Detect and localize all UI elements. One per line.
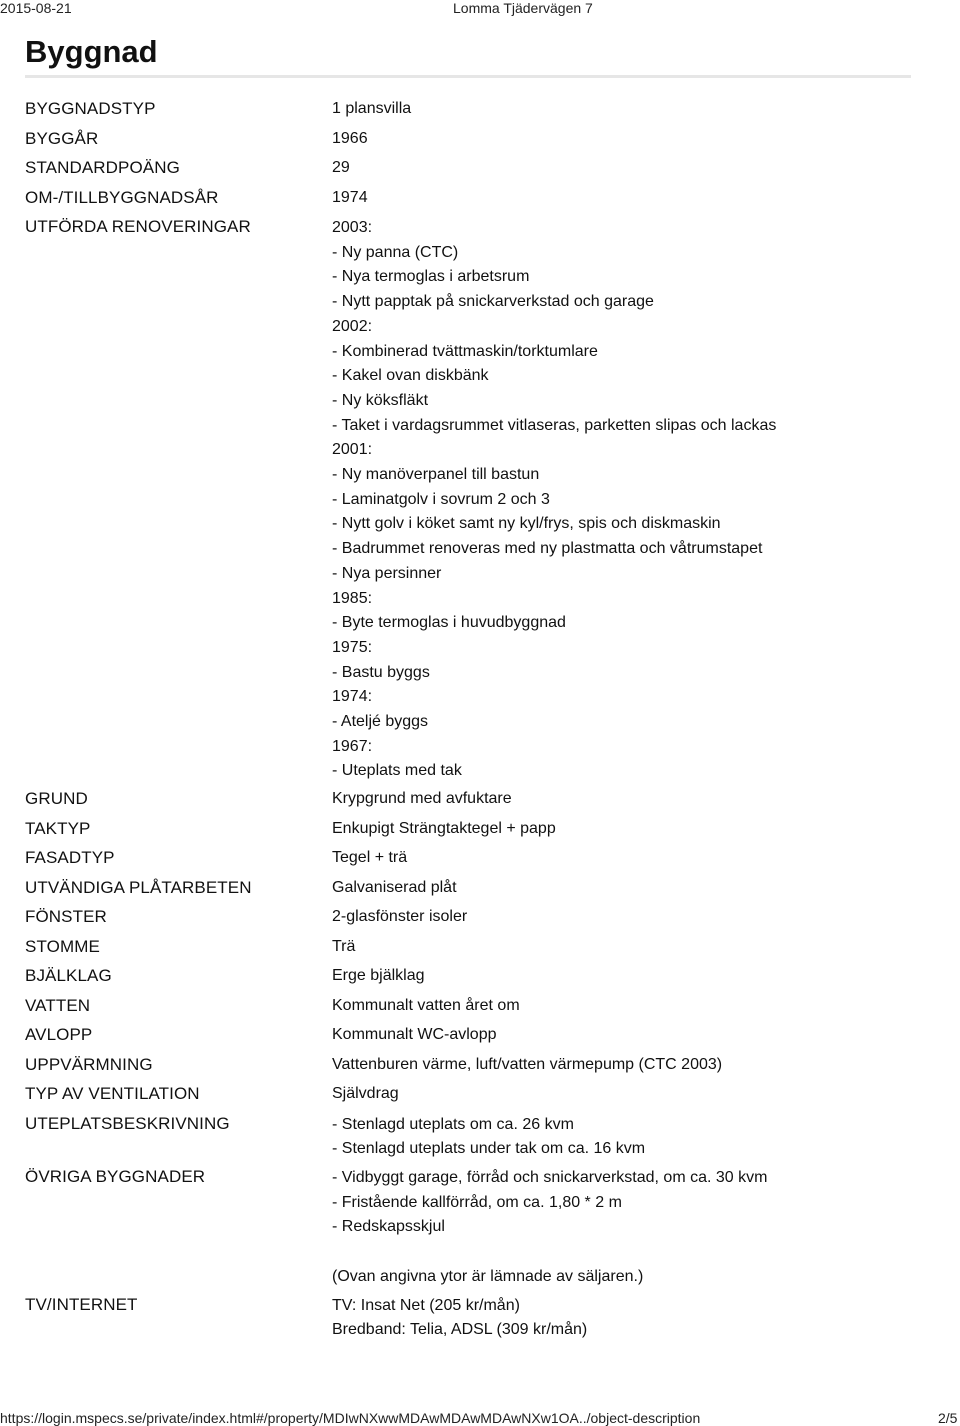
list-line: - Uteplats med tak xyxy=(332,762,462,780)
building-details xyxy=(0,94,960,1343)
row-byggnadstyp xyxy=(0,94,960,124)
field-label: GRUND xyxy=(25,789,88,809)
row-uteplats xyxy=(0,1109,960,1162)
field-label: STOMME xyxy=(25,936,100,956)
row-standardpoang xyxy=(0,153,960,183)
list-line: 1975: xyxy=(332,638,373,656)
field-label: BYGGNADSTYP xyxy=(25,99,156,118)
field-label: FASADTYP xyxy=(25,848,115,868)
renovations-list xyxy=(332,212,952,784)
list-line: 2001: xyxy=(332,441,373,459)
row-taktyp xyxy=(0,814,960,844)
field-value: Krypgrund med avfuktare xyxy=(332,790,512,808)
field-label: STANDARDPOÄNG xyxy=(25,158,180,177)
row-fasadtyp xyxy=(0,843,960,873)
list-line: - Byte termoglas i huvudbyggnad xyxy=(332,614,566,632)
field-value: Kommunalt WC-avlopp xyxy=(332,1026,497,1044)
row-renovations xyxy=(0,212,960,784)
row-stomme xyxy=(0,932,960,962)
list-line: - Ateljé byggs xyxy=(332,713,429,731)
print-header-date: 2015-08-21 xyxy=(0,0,72,16)
tv-list xyxy=(332,1290,952,1343)
title-divider xyxy=(25,75,911,78)
list-line: - Kombinerad tvättmaskin/torktumlare xyxy=(332,342,598,360)
list-line: - Stenlagd uteplats under tak om ca. 16 kvm xyxy=(332,1140,646,1158)
field-label: TAKTYP xyxy=(25,818,91,838)
row-byggar xyxy=(0,124,960,154)
field-value: 1966 xyxy=(332,129,368,147)
field-label: BJÄLKLAG xyxy=(25,966,112,986)
field-label: ÖVRIGA BYGGNADER xyxy=(25,1167,206,1187)
field-label: AVLOPP xyxy=(25,1025,93,1045)
list-line: TV: Insat Net (205 kr/mån) xyxy=(332,1296,520,1314)
row-uppvarmning xyxy=(0,1050,960,1080)
row-fonster xyxy=(0,902,960,932)
row-vatten xyxy=(0,991,960,1021)
row-ovriga-byggnader xyxy=(0,1162,960,1290)
list-line: - Nytt papptak på snickarverkstad och garage xyxy=(332,293,654,311)
list-line: - Redskapsskjul xyxy=(332,1218,445,1236)
row-bjalklag xyxy=(0,961,960,991)
list-line: - Laminatgolv i sovrum 2 och 3 xyxy=(332,490,550,508)
row-ventilation xyxy=(0,1079,960,1109)
list-line: 2002: xyxy=(332,317,373,335)
ovriga-list xyxy=(332,1162,952,1290)
list-line: - Fristående kallförråd, om ca. 1,80 * 2 m xyxy=(332,1193,622,1211)
list-line: - Kakel ovan diskbänk xyxy=(332,367,489,385)
field-label: BYGGÅR xyxy=(25,128,99,148)
list-line: - Ny köksfläkt xyxy=(332,391,429,409)
field-value: Vattenburen värme, luft/vatten värmepump (CTC 2003) xyxy=(332,1055,723,1073)
print-footer-page-number: 2/5 xyxy=(938,1410,958,1426)
field-value: 2-glasfönster isoler xyxy=(332,908,468,926)
list-line: - Nytt golv i köket samt ny kyl/frys, spis och diskmaskin xyxy=(332,515,721,533)
field-value: Trä xyxy=(332,937,356,955)
page-title: Byggnad xyxy=(25,34,158,69)
row-tillbyggnadsar xyxy=(0,183,960,213)
field-value: 29 xyxy=(332,159,350,176)
list-line: - Badrummet renoveras med ny plastmatta och våtrumstapet xyxy=(332,540,763,558)
print-header-title: Lomma Tjädervägen 7 xyxy=(453,0,593,16)
field-value: Tegel + trä xyxy=(332,849,408,867)
list-line: - Vidbyggt garage, förråd och snickarverkstad, om ca. 30 kvm xyxy=(332,1169,768,1187)
row-platarbeten xyxy=(0,873,960,903)
field-label: OM-/TILLBYGGNADSÅR xyxy=(25,187,219,207)
field-label: UTVÄNDIGA PLÅTARBETEN xyxy=(25,877,252,897)
print-footer-url: https://login.mspecs.se/private/index.html#/property/MDIwNXwwMDAwMDAwMDAwNXw1OA../object-description xyxy=(0,1410,701,1426)
row-grund xyxy=(0,784,960,814)
list-line: - Nya persinner xyxy=(332,564,442,582)
list-line: - Ny panna (CTC) xyxy=(332,243,459,261)
field-value: Självdrag xyxy=(332,1085,399,1103)
field-label: TYP AV VENTILATION xyxy=(25,1084,200,1104)
seller-note: (Ovan angivna ytor är lämnade av säljaren.) xyxy=(332,1267,644,1285)
field-value: 1974 xyxy=(332,188,368,206)
list-line: 1974: xyxy=(332,688,373,706)
uteplats-list xyxy=(332,1109,952,1162)
list-line: - Stenlagd uteplats om ca. 26 kvm xyxy=(332,1115,574,1133)
list-line: - Nya termoglas i arbetsrum xyxy=(332,268,530,286)
list-line: - Taket i vardagsrummet vitlaseras, parketten slipas och lackas xyxy=(332,416,777,434)
field-label: VATTEN xyxy=(25,995,91,1015)
row-tv-internet xyxy=(0,1290,960,1343)
field-label: FÖNSTER xyxy=(25,907,107,927)
field-value: Galvaniserad plåt xyxy=(332,878,457,896)
field-value: 1 plansvilla xyxy=(332,100,412,117)
field-label: UTFÖRDA RENOVERINGAR xyxy=(25,217,251,236)
list-line: 2003: xyxy=(332,219,373,236)
list-line: - Bastu byggs xyxy=(332,663,430,681)
list-line: - Ny manöverpanel till bastun xyxy=(332,466,540,484)
list-line: Bredband: Telia, ADSL (309 kr/mån) xyxy=(332,1321,588,1339)
list-line: 1967: xyxy=(332,737,373,755)
row-avlopp xyxy=(0,1020,960,1050)
field-value: Kommunalt vatten året om xyxy=(332,996,520,1014)
field-value: Erge bjälklag xyxy=(332,967,425,985)
list-line: 1985: xyxy=(332,589,373,607)
field-label: TV/INTERNET xyxy=(25,1294,138,1314)
field-label: UPPVÄRMNING xyxy=(25,1054,153,1074)
field-value: Enkupigt Strängtaktegel + papp xyxy=(332,819,556,837)
field-label: UTEPLATSBESKRIVNING xyxy=(25,1113,230,1133)
